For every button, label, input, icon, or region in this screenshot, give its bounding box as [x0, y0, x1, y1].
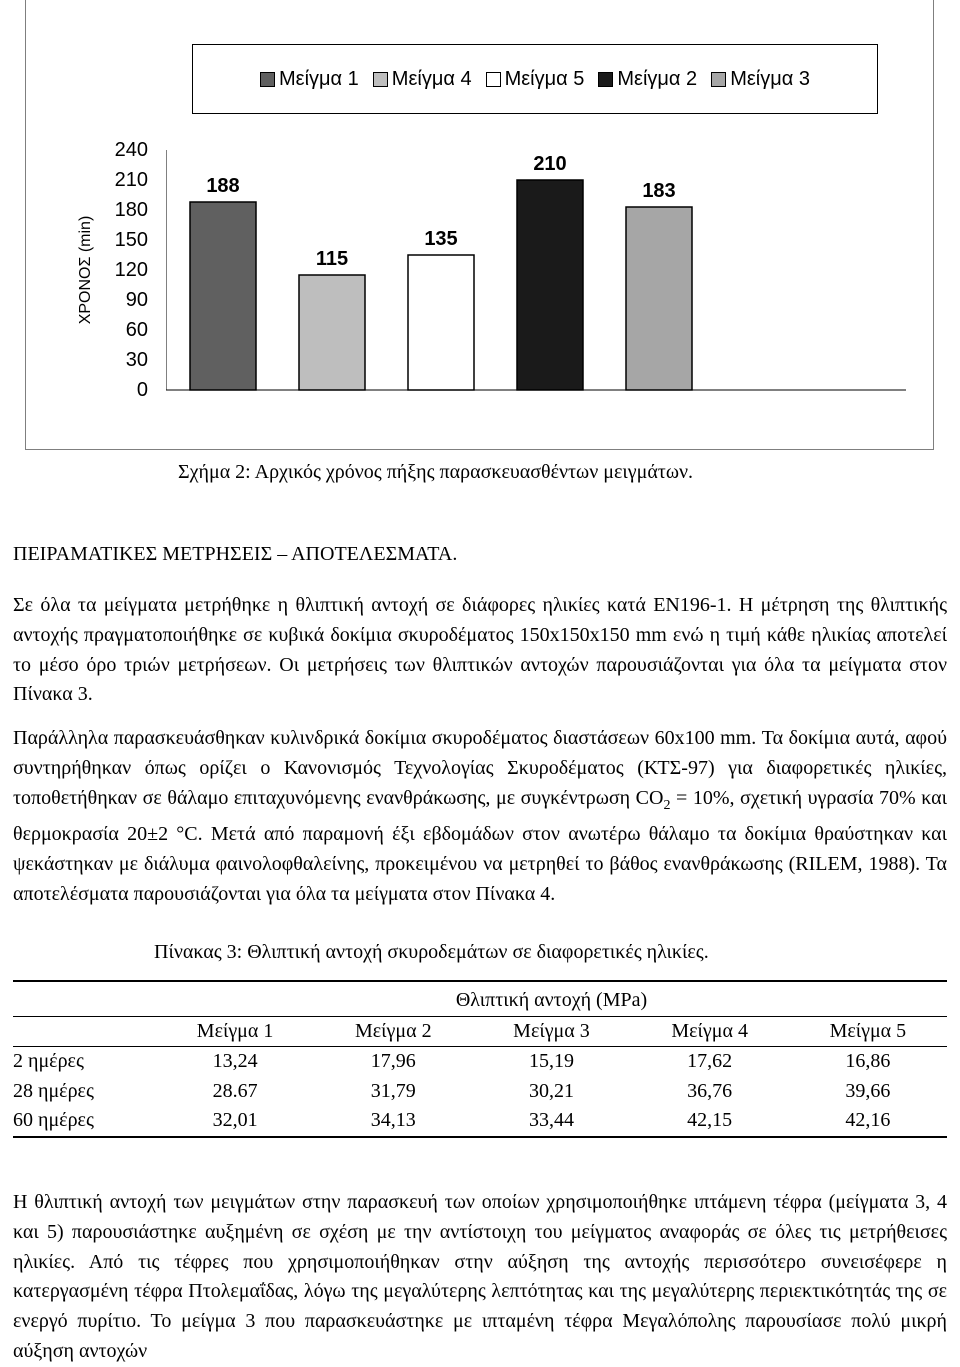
- bar-data-label: 210: [533, 153, 567, 175]
- legend-item: [711, 68, 810, 91]
- y-tick-label: 60: [125, 319, 148, 341]
- column-header: Μείγμα 5: [789, 1016, 947, 1047]
- paragraph-2: [13, 724, 947, 910]
- y-tick-label: 240: [114, 139, 148, 161]
- paragraph-2-part-1: Παράλληλα παρασκευάσθηκαν κυλινδρικά δοκίμια σκυροδέματος διαστάσεων 60x100 mm. Τα δοκίμια αυτά, αφού συντηρήθηκαν όπως ορίζει ο Κανονισμός Τεχνολογίας Σκυροδέματος (ΚΤΣ-97) για διαφορετικές ηλικίες, τοποθετήθηκαν σε θάλαμο επιταχυνόμενης ενανθράκωσης, με συγκέντρωση CO: [13, 727, 947, 809]
- empty-cell: [13, 1016, 156, 1047]
- table-row: [13, 1047, 947, 1077]
- table-cell: 42,15: [631, 1106, 789, 1137]
- bar-plot: [166, 150, 906, 400]
- y-axis-ticks: [96, 138, 148, 408]
- table-cell: 17,62: [687, 1050, 733, 1073]
- row-label: 60 ημέρες: [13, 1106, 156, 1137]
- column-header: Μείγμα 2: [314, 1016, 472, 1047]
- column-header: Μείγμα 3: [472, 1016, 630, 1047]
- y-tick-label: 90: [125, 289, 148, 311]
- table-cell: 36,76: [687, 1079, 733, 1102]
- legend-label: Μείγμα 4: [391, 67, 472, 90]
- table-cell: 16,86: [845, 1050, 891, 1073]
- paragraph-3: Η θλιπτική αντοχή των μειγμάτων στην παρασκευή των οποίων χρησιμοποιήθηκε ιπτάμενη τέφρα (μείγματα 3, 4 και 5) παρουσιάστηκε αυξημένη σε σχέση με την αντίστοιχη του μείγματος αναφοράς σε όλες τις μετρήθεισες ηλικίες. Από τις τέφρες που χρησιμοποιήθηκαν στην αύξηση της αντοχής περισσότερο συνεισέφερε η κατεργασμένη τέφρα Πτολεμαΐδας, λόγω της μεγαλύτερης λεπτότητας και της μεγαλύτερης περιεκτικότητάς της σε ενεργό πυρίτιο. Το μείγμα 3 που παρασκευάστηκε με ιπταμένη τέφρα Μεγαλόπολης παρουσίασε πολύ μικρή αύξηση αντοχών: [13, 1191, 947, 1362]
- table-cell: 34,13: [314, 1106, 472, 1137]
- column-header: Μείγμα 4: [631, 1016, 789, 1047]
- table-cell: 42,16: [789, 1106, 947, 1137]
- paragraph-2-part-2: = 10%, σχετική υγρασία 70% και θερμοκρασία 20±2 °C. Μετά από παραμονή έξι εβδομάδων στον ανωτέρω θάλαμο τα δοκίμια θραύστηκαν και ψεκάστηκαν με διάλυμα φαινολοφθαλείνης, προκειμένου να μετρηθεί το βάθος ενανθράκωσης (RILEM, 1988). Τα αποτελέσματα παρουσιάζονται για όλα τα μείγματα στον Πίνακα 4.: [13, 786, 947, 905]
- row-label: 2 ημέρες: [13, 1050, 84, 1073]
- table-cell: 39,66: [845, 1079, 891, 1102]
- table-row: [13, 1106, 947, 1137]
- legend-item: [260, 68, 359, 91]
- legend-item: [598, 68, 697, 91]
- table-cell: 15,19: [528, 1050, 574, 1073]
- legend-swatch: [373, 72, 388, 87]
- row-label: 28 ημέρες: [13, 1079, 94, 1102]
- table-row: [13, 1077, 947, 1107]
- legend-swatch: [598, 72, 613, 87]
- table-cell: 13,24: [212, 1050, 258, 1073]
- legend-label: Μείγμα 2: [617, 67, 698, 90]
- table-cell: 30,21: [528, 1079, 574, 1102]
- table-group-header: Θλιπτική αντοχή (MPa): [156, 981, 947, 1016]
- table-title-row: [13, 981, 947, 1016]
- table-caption: Πίνακας 3: Θλιπτική αντοχή σκυροδεμάτων σε διαφορετικές ηλικίες.: [154, 941, 709, 963]
- table-cell: 33,44: [472, 1106, 630, 1137]
- chart-area: [25, 0, 934, 450]
- y-tick-label: 120: [114, 259, 148, 281]
- strength-table: [13, 980, 947, 1138]
- y-tick-label: 210: [114, 169, 148, 191]
- y-tick-label: 30: [125, 349, 148, 371]
- bar: [517, 180, 583, 390]
- y-tick-label: 150: [114, 229, 148, 251]
- bar-data-label: 115: [315, 248, 349, 270]
- table-cell: 32,01: [156, 1106, 314, 1137]
- legend-item: [373, 68, 472, 91]
- table-cell: 28.67: [212, 1079, 258, 1102]
- bar: [299, 275, 365, 390]
- paragraph-1: Σε όλα τα μείγματα μετρήθηκε η θλιπτική αντοχή σε διάφορες ηλικίες κατά ΕΝ196-1. Η μέτρηση της θλιπτικής αντοχής πραγματοποιήθηκε σε κυβικά δοκίμια σκυροδέματος 150x150x150 mm ενώ η τιμή κάθε ηλικίας αποτελεί το μέσο όρο τριών μετρήσεων. Οι μετρήσεις των θλιπτικών αντοχών παρουσιάζονται για όλα τα μείγματα στον Πίνακα 3.: [13, 594, 947, 706]
- legend-swatch: [486, 72, 501, 87]
- y-tick-label: 180: [114, 199, 148, 221]
- bar: [190, 202, 256, 390]
- chart-legend: [192, 44, 878, 114]
- legend-label: Μείγμα 1: [279, 67, 359, 90]
- y-axis-label: ΧΡΟΝΟΣ (min): [77, 215, 94, 325]
- empty-cell: [13, 981, 156, 1016]
- figure-caption: Σχήμα 2: Αρχικός χρόνος πήξης παρασκευασθέντων μειγμάτων.: [178, 461, 694, 483]
- legend-swatch: [260, 72, 275, 87]
- co2-subscript: 2: [663, 797, 671, 813]
- section-heading: ΠΕΙΡΑΜΑΤΙΚΕΣ ΜΕΤΡΗΣΕΙΣ – ΑΠΟΤΕΛΕΣΜΑΤΑ.: [13, 543, 458, 565]
- bar-data-label: 188: [206, 175, 240, 197]
- bar-data-label: 135: [424, 228, 458, 250]
- legend-label: Μείγμα 3: [730, 67, 810, 90]
- y-tick-label: 0: [136, 379, 148, 401]
- table-cell: 31,79: [370, 1079, 416, 1102]
- legend-item: [486, 68, 585, 91]
- bar-data-label: 183: [642, 180, 676, 202]
- column-header: Μείγμα 1: [156, 1016, 314, 1047]
- bar: [626, 207, 692, 390]
- legend-label: Μείγμα 5: [504, 67, 585, 90]
- bar: [408, 255, 474, 390]
- table-header-row: [13, 1016, 947, 1047]
- legend-swatch: [711, 72, 726, 87]
- table-cell: 17,96: [370, 1050, 416, 1073]
